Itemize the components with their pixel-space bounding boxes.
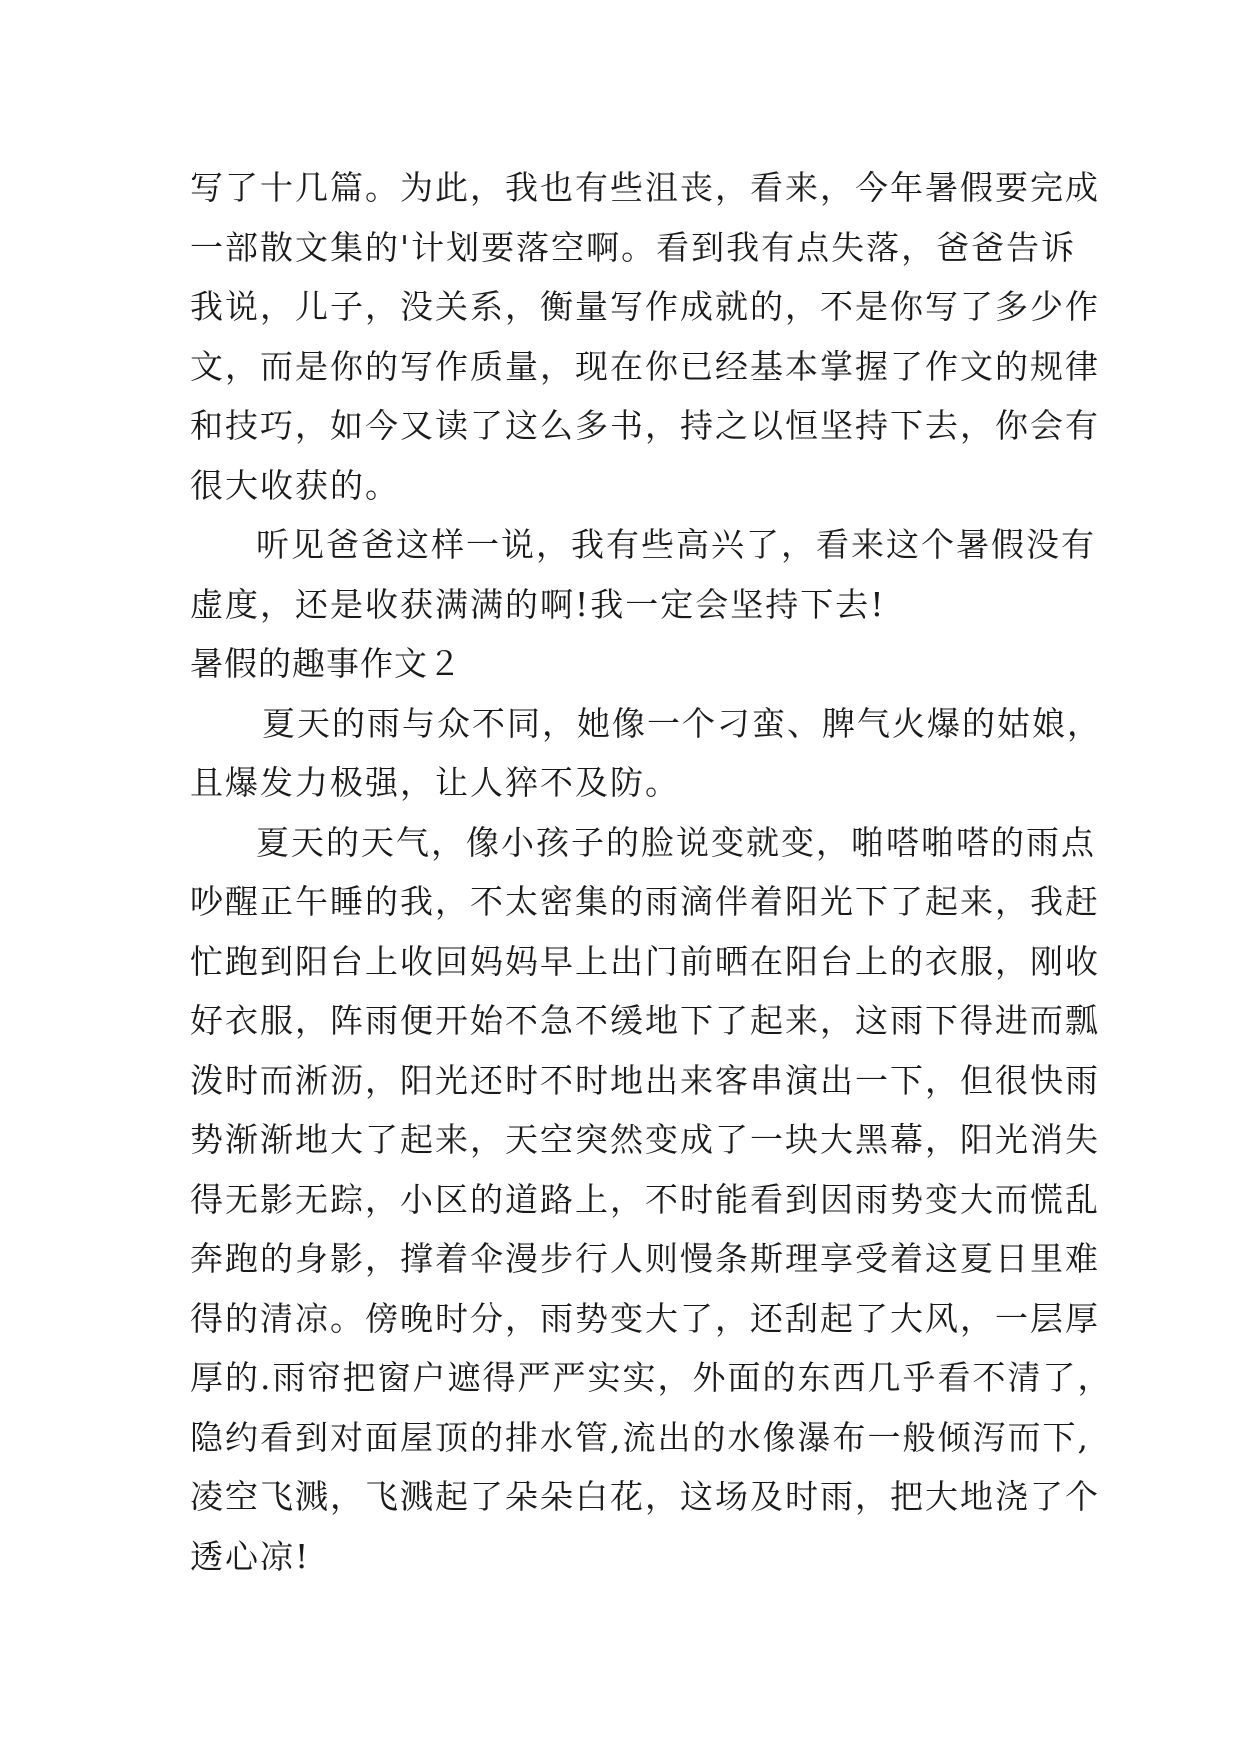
paragraph-continuation — [190, 158, 1100, 515]
text-line: 透心凉! — [190, 1536, 311, 1576]
text-line: 忙跑到阳台上收回妈妈早上出门前晒在阳台上的衣服，刚收 — [190, 941, 1100, 981]
text-line: 虚度，还是收获满满的啊!我一定会坚持下去! — [190, 584, 886, 624]
paragraph — [190, 515, 1096, 634]
text-line: 奔跑的身影，撑着伞漫步行人则慢条斯理享受着这夏日里难 — [190, 1239, 1100, 1278]
text-line: 一部散文集的'计划要落空啊。看到我有点失落，爸爸告诉 — [190, 227, 1077, 267]
text-line: 听见爸爸这样一说，我有些高兴了，看来这个暑假没有 — [256, 525, 1096, 564]
text-line: 泼时而淅沥，阳光还时不时地出来客串演出一下，但很快雨 — [190, 1060, 1100, 1100]
text-line: 文，而是你的写作质量，现在你已经基本掌握了作文的规律 — [190, 346, 1100, 386]
paragraph — [190, 813, 1113, 1587]
text-line: 凌空飞溅，飞溅起了朵朵白花，这场及时雨，把大地浇了个 — [190, 1477, 1100, 1516]
text-line: 得无影无踪，小区的道路上，不时能看到因雨势变大而慌乱 — [190, 1179, 1100, 1219]
text-line: 吵醒正午睡的我，不太密集的雨滴伴着阳光下了起来，我赶 — [190, 882, 1100, 921]
text-line: 好衣服，阵雨便开始不急不缓地下了起来，这雨下得进而瓢 — [190, 1001, 1100, 1040]
paragraph — [190, 694, 1102, 813]
text-line: 我说，儿子，没关系，衡量写作成就的，不是你写了多少作 — [190, 287, 1100, 326]
text-line: 写了十几篇。为此，我也有些沮丧，看来，今年暑假要完成 — [190, 168, 1100, 207]
text-line: 势渐渐地大了起来，天空突然变成了一块大黑幕，阳光消失 — [190, 1120, 1100, 1159]
text-line: 夏天的雨与众不同，她像一个刁蛮、脾气火爆的姑娘， — [262, 703, 1102, 743]
text-line: 得的清凉。傍晚时分，雨势变大了，还刮起了大风，一层厚 — [190, 1298, 1100, 1338]
document-body — [190, 158, 1113, 1586]
text-line: 和技巧，如今又读了这么多书，持之以恒坚持下去，你会有 — [190, 406, 1100, 445]
text-line: 很大收获的。 — [190, 465, 400, 505]
text-line: 且爆发力极强，让人猝不及防。 — [190, 763, 680, 802]
text-line: 隐约看到对面屋顶的排水管,流出的水像瀑布一般倾泻而下, — [190, 1417, 1090, 1457]
text-line: 厚的.雨帘把窗户遮得严严实实，外面的东西几乎看不清了， — [190, 1358, 1113, 1397]
section-title: 暑假的趣事作文２ — [190, 644, 462, 683]
text-line: 夏天的天气，像小孩子的脸说变就变，啪嗒啪嗒的雨点 — [256, 822, 1096, 862]
